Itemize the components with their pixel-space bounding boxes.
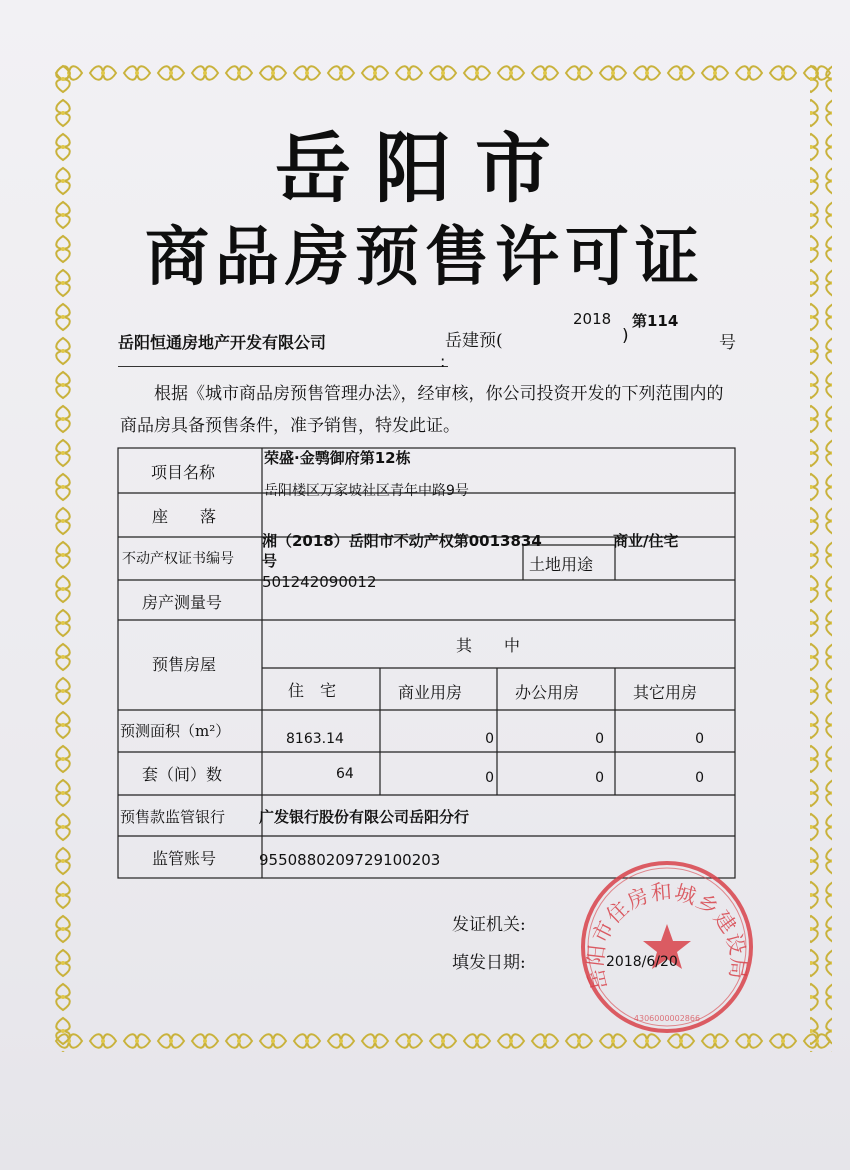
col-residential: 住 宅 <box>288 681 337 700</box>
account-value: 9550880209729100203 <box>259 851 441 869</box>
bank-value: 广发银行股份有限公司岳阳分行 <box>259 808 470 826</box>
date-label: 填发日期: <box>452 953 526 973</box>
company-name: 岳阳恒通房地产开发有限公司 <box>118 333 327 352</box>
area-label: 预测面积（m²） <box>120 722 231 740</box>
body-text: 根据《城市商品房预售管理办法》，经审核，你公司投资开发的下列范围内的商品房具备预售条件，准予销售，特发此证。 <box>120 384 724 436</box>
certificate-value-suffix: 号 <box>262 552 278 570</box>
account-label: 监管账号 <box>152 849 217 868</box>
title-certificate: 商品房预售许可证 <box>145 221 705 295</box>
area-office: 0 <box>595 731 604 747</box>
issue-date: 2018/6/20 <box>606 954 678 970</box>
seal-serial: 4306000002866 <box>633 1014 701 1023</box>
permit-close: ) <box>622 326 629 346</box>
permit-number: 第114 <box>632 312 679 330</box>
among-label: 其 中 <box>456 636 521 655</box>
survey-number-value: 501242090012 <box>262 573 377 591</box>
seal-text: 岳阳市住房和城乡建设局 <box>583 879 751 993</box>
project-name-value: 荣盛·金鹗御府第12栋 <box>264 449 411 467</box>
certificate-value: 湘（2018）岳阳市不动产权第0013834 <box>262 532 542 550</box>
company-underline <box>118 366 448 367</box>
col-commercial: 商业用房 <box>398 683 463 702</box>
units-commercial: 0 <box>485 770 494 786</box>
units-label: 套（间）数 <box>142 765 223 784</box>
survey-label: 房产测量号 <box>142 593 223 612</box>
land-use-value: 商业/住宅 <box>613 532 679 550</box>
bank-label: 预售款监管银行 <box>120 808 226 826</box>
location-value: 岳阳楼区万家坡社区青年中路9号 <box>264 483 469 499</box>
permit-prefix: 岳建预( <box>445 331 503 351</box>
presale-label: 预售房屋 <box>152 655 217 674</box>
land-use-label: 土地用途 <box>529 555 594 574</box>
official-seal <box>578 858 756 1036</box>
area-commercial: 0 <box>485 731 494 747</box>
certificate-label: 不动产权证书编号 <box>122 551 234 567</box>
title-city: 岳阳市 <box>275 124 575 213</box>
project-name-label: 项目名称 <box>151 463 216 482</box>
col-office: 办公用房 <box>515 683 580 702</box>
col-other: 其它用房 <box>633 683 698 702</box>
area-residential: 8163.14 <box>286 731 344 747</box>
permit-suffix: 号 <box>719 333 736 353</box>
company-colon: : <box>440 352 446 371</box>
units-other: 0 <box>695 770 704 786</box>
area-other: 0 <box>695 731 704 747</box>
permit-year: 2018 <box>573 310 612 328</box>
location-label: 座 落 <box>152 507 217 526</box>
units-residential: 64 <box>336 766 354 782</box>
issuer-label: 发证机关: <box>452 915 526 935</box>
units-office: 0 <box>595 770 604 786</box>
